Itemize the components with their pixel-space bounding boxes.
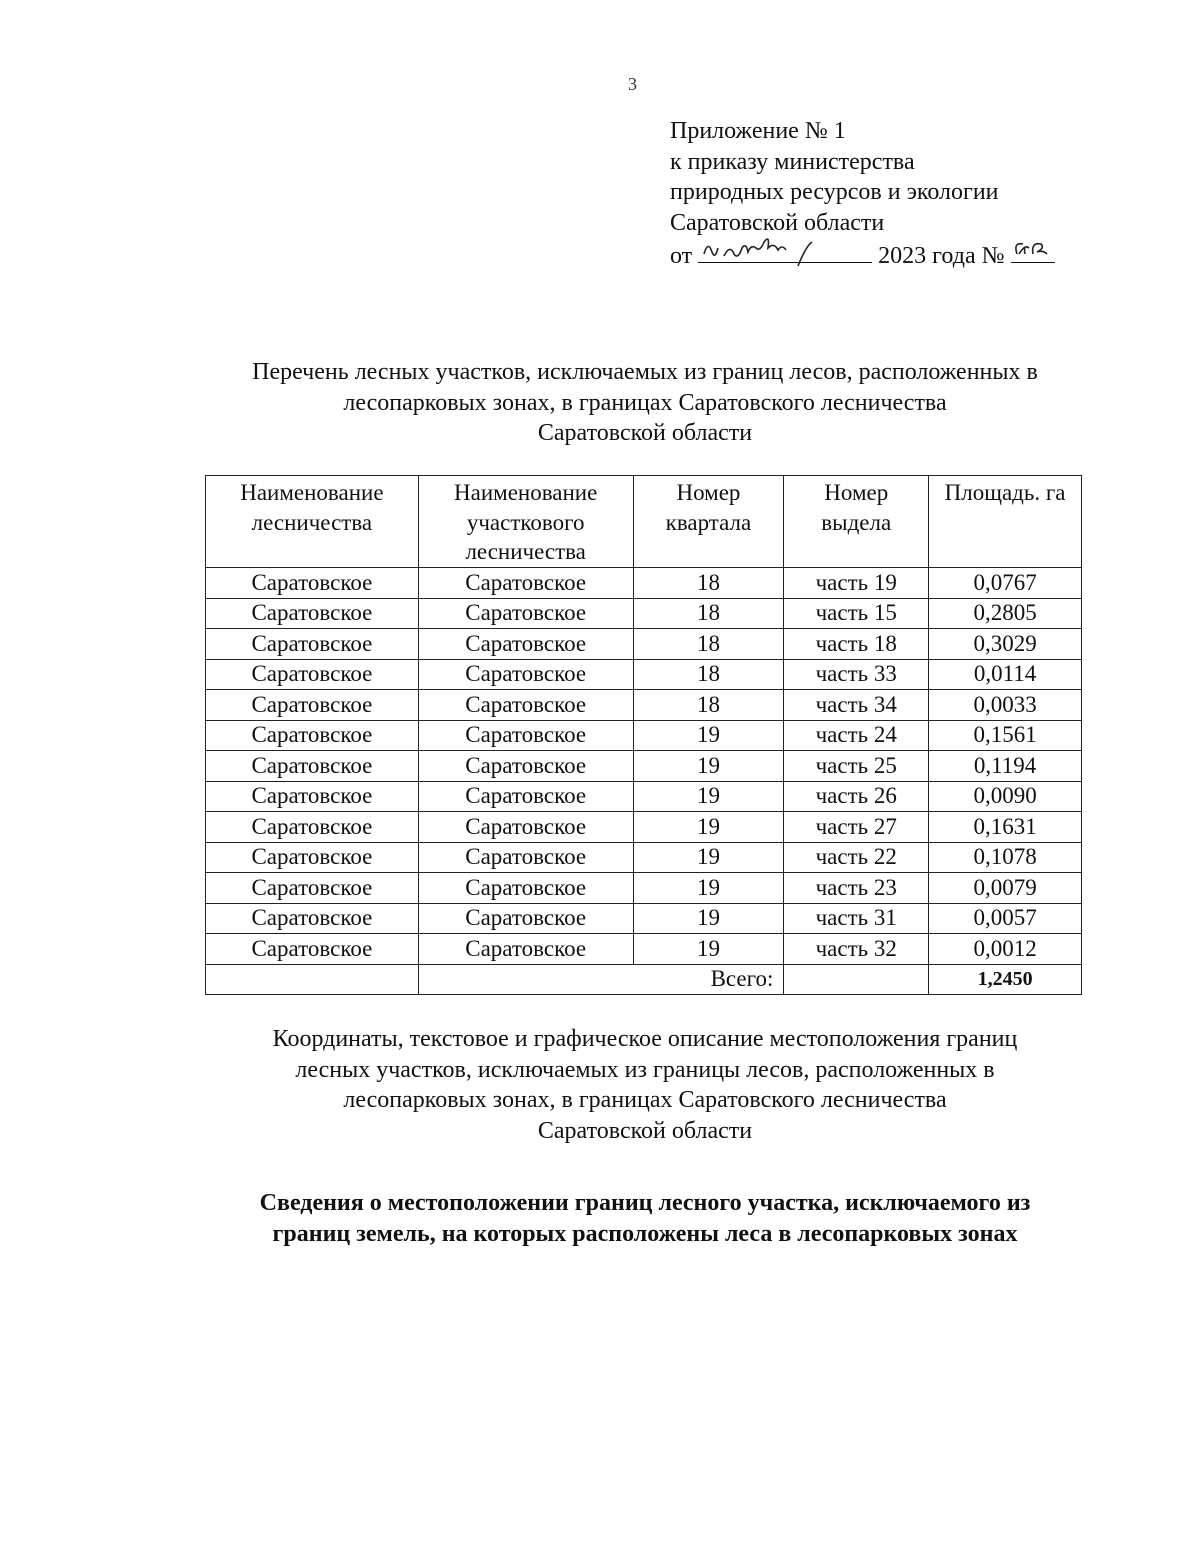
cell-area: 0,3029	[929, 629, 1082, 660]
header-text: Площадь. га	[944, 480, 1066, 505]
header-district-forestry	[418, 476, 633, 568]
coordinates-heading-line: лесопарковых зонах, в границах Саратовского лесничества	[343, 1087, 947, 1113]
cell-allotment: часть 26	[784, 781, 929, 812]
cell-district-forestry: Саратовское	[418, 751, 633, 782]
cell-area: 0,0057	[929, 903, 1082, 934]
cell-quarter: 19	[633, 751, 784, 782]
cell-forestry: Саратовское	[206, 812, 419, 843]
list-heading-line: лесопарковых зонах, в границах Саратовского лесничества	[343, 389, 947, 416]
cell-allotment: часть 18	[784, 629, 929, 660]
list-heading-line: Саратовской области	[537, 420, 753, 446]
cell-allotment: часть 23	[784, 873, 929, 904]
boundary-info-heading-line: границ земель, на которых расположены леса в лесопарковых зонах	[272, 1221, 1018, 1247]
total-empty-cell	[784, 964, 929, 995]
table-row	[206, 812, 1082, 843]
header-text: выдела	[821, 509, 892, 535]
cell-allotment: часть 32	[784, 934, 929, 965]
year-text: 2023 года №	[878, 243, 1005, 269]
boundary-info-heading-line: Сведения о местоположении границ лесного участка, исключаемого из	[259, 1190, 1031, 1216]
cell-district-forestry: Саратовское	[418, 842, 633, 873]
cell-quarter: 19	[633, 842, 784, 873]
cell-district-forestry: Саратовское	[418, 873, 633, 904]
coordinates-heading-line: Саратовской области	[537, 1117, 753, 1144]
table-row	[206, 629, 1082, 660]
cell-allotment: часть 27	[784, 812, 929, 843]
from-label: от	[670, 243, 693, 269]
total-label: Всего:	[418, 964, 784, 995]
cell-area: 0,1078	[929, 842, 1082, 873]
total-empty-cell	[206, 964, 419, 995]
handwritten-number-field	[1011, 238, 1055, 263]
table-row	[206, 659, 1082, 690]
header-quarter	[633, 476, 784, 568]
cell-allotment: часть 34	[784, 690, 929, 721]
cell-quarter: 19	[633, 781, 784, 812]
cell-district-forestry: Саратовское	[418, 598, 633, 629]
cell-area: 0,1631	[929, 812, 1082, 843]
cell-quarter: 18	[633, 629, 784, 660]
cell-area: 0,1194	[929, 751, 1082, 782]
appendix-region-line: Саратовской области	[670, 209, 885, 236]
cell-district-forestry: Саратовское	[418, 781, 633, 812]
cell-district-forestry: Саратовское	[418, 903, 633, 934]
boundary-info-heading	[160, 1188, 1130, 1250]
handwritten-date-field	[698, 238, 872, 263]
cell-forestry: Саратовское	[206, 720, 419, 751]
table-row	[206, 751, 1082, 782]
cell-quarter: 19	[633, 903, 784, 934]
cell-district-forestry: Саратовское	[418, 812, 633, 843]
table-row	[206, 568, 1082, 599]
cell-allotment: часть 33	[784, 659, 929, 690]
header-forestry	[206, 476, 419, 568]
cell-forestry: Саратовское	[206, 781, 419, 812]
cell-forestry: Саратовское	[206, 659, 419, 690]
cell-quarter: 18	[633, 568, 784, 599]
header-text: Наименование	[454, 480, 598, 505]
appendix-block	[670, 116, 1055, 272]
cell-district-forestry: Саратовское	[418, 690, 633, 721]
coordinates-heading-line: лесных участков, исключаемых из границы лесов, расположенных в	[295, 1056, 995, 1083]
cell-forestry: Саратовское	[206, 568, 419, 599]
total-row	[206, 964, 1082, 995]
appendix-order-line: к приказу министерства	[670, 148, 915, 175]
table-row	[206, 903, 1082, 934]
header-text: квартала	[665, 509, 752, 535]
cell-allotment: часть 15	[784, 598, 929, 629]
appendix-date-line	[670, 238, 1055, 272]
cell-area: 0,0012	[929, 934, 1082, 965]
table-body	[206, 568, 1082, 995]
cell-allotment: часть 24	[784, 720, 929, 751]
list-heading	[160, 357, 1130, 449]
cell-area: 0,2805	[929, 598, 1082, 629]
cell-area: 0,0767	[929, 568, 1082, 599]
coordinates-heading	[160, 1024, 1130, 1146]
appendix-ministry-line: природных ресурсов и экологии	[670, 179, 999, 205]
header-text: лесничества	[251, 509, 373, 535]
cell-district-forestry: Саратовское	[418, 720, 633, 751]
cell-forestry: Саратовское	[206, 629, 419, 660]
list-heading-line: Перечень лесных участков, исключаемых из границ лесов, расположенных в	[252, 359, 1038, 385]
total-value: 1,2450	[929, 964, 1082, 995]
cell-allotment: часть 19	[784, 568, 929, 599]
cell-quarter: 18	[633, 598, 784, 629]
cell-quarter: 19	[633, 812, 784, 843]
cell-allotment: часть 22	[784, 842, 929, 873]
table-row	[206, 720, 1082, 751]
table-header-row	[206, 476, 1082, 568]
table-row	[206, 873, 1082, 904]
cell-quarter: 19	[633, 934, 784, 965]
appendix-title: Приложение № 1	[670, 118, 846, 144]
table-row	[206, 842, 1082, 873]
cell-area: 0,0114	[929, 659, 1082, 690]
header-allotment	[784, 476, 929, 568]
header-text: Номер	[824, 480, 889, 505]
forest-plots-table	[205, 475, 1082, 995]
cell-allotment: часть 25	[784, 751, 929, 782]
table-row	[206, 598, 1082, 629]
cell-allotment: часть 31	[784, 903, 929, 934]
cell-quarter: 18	[633, 690, 784, 721]
cell-forestry: Саратовское	[206, 903, 419, 934]
cell-quarter: 18	[633, 659, 784, 690]
cell-district-forestry: Саратовское	[418, 934, 633, 965]
cell-area: 0,0033	[929, 690, 1082, 721]
cell-forestry: Саратовское	[206, 934, 419, 965]
table-row	[206, 690, 1082, 721]
page-number: 3	[628, 74, 637, 94]
cell-area: 0,1561	[929, 720, 1082, 751]
header-text: участкового	[466, 509, 585, 535]
cell-forestry: Саратовское	[206, 873, 419, 904]
cell-area: 0,0079	[929, 873, 1082, 904]
table-row	[206, 781, 1082, 812]
table-row	[206, 934, 1082, 965]
cell-forestry: Саратовское	[206, 690, 419, 721]
header-text: Номер	[676, 480, 741, 505]
cell-area: 0,0090	[929, 781, 1082, 812]
header-text: Наименование	[240, 480, 384, 505]
cell-quarter: 19	[633, 720, 784, 751]
cell-forestry: Саратовское	[206, 842, 419, 873]
cell-quarter: 19	[633, 873, 784, 904]
header-text: лесничества	[465, 539, 586, 564]
cell-district-forestry: Саратовское	[418, 568, 633, 599]
header-area	[929, 476, 1082, 568]
cell-forestry: Саратовское	[206, 751, 419, 782]
cell-forestry: Саратовское	[206, 598, 419, 629]
coordinates-heading-line: Координаты, текстовое и графическое описание местоположения границ	[272, 1026, 1018, 1052]
cell-district-forestry: Саратовское	[418, 629, 633, 660]
cell-district-forestry: Саратовское	[418, 659, 633, 690]
